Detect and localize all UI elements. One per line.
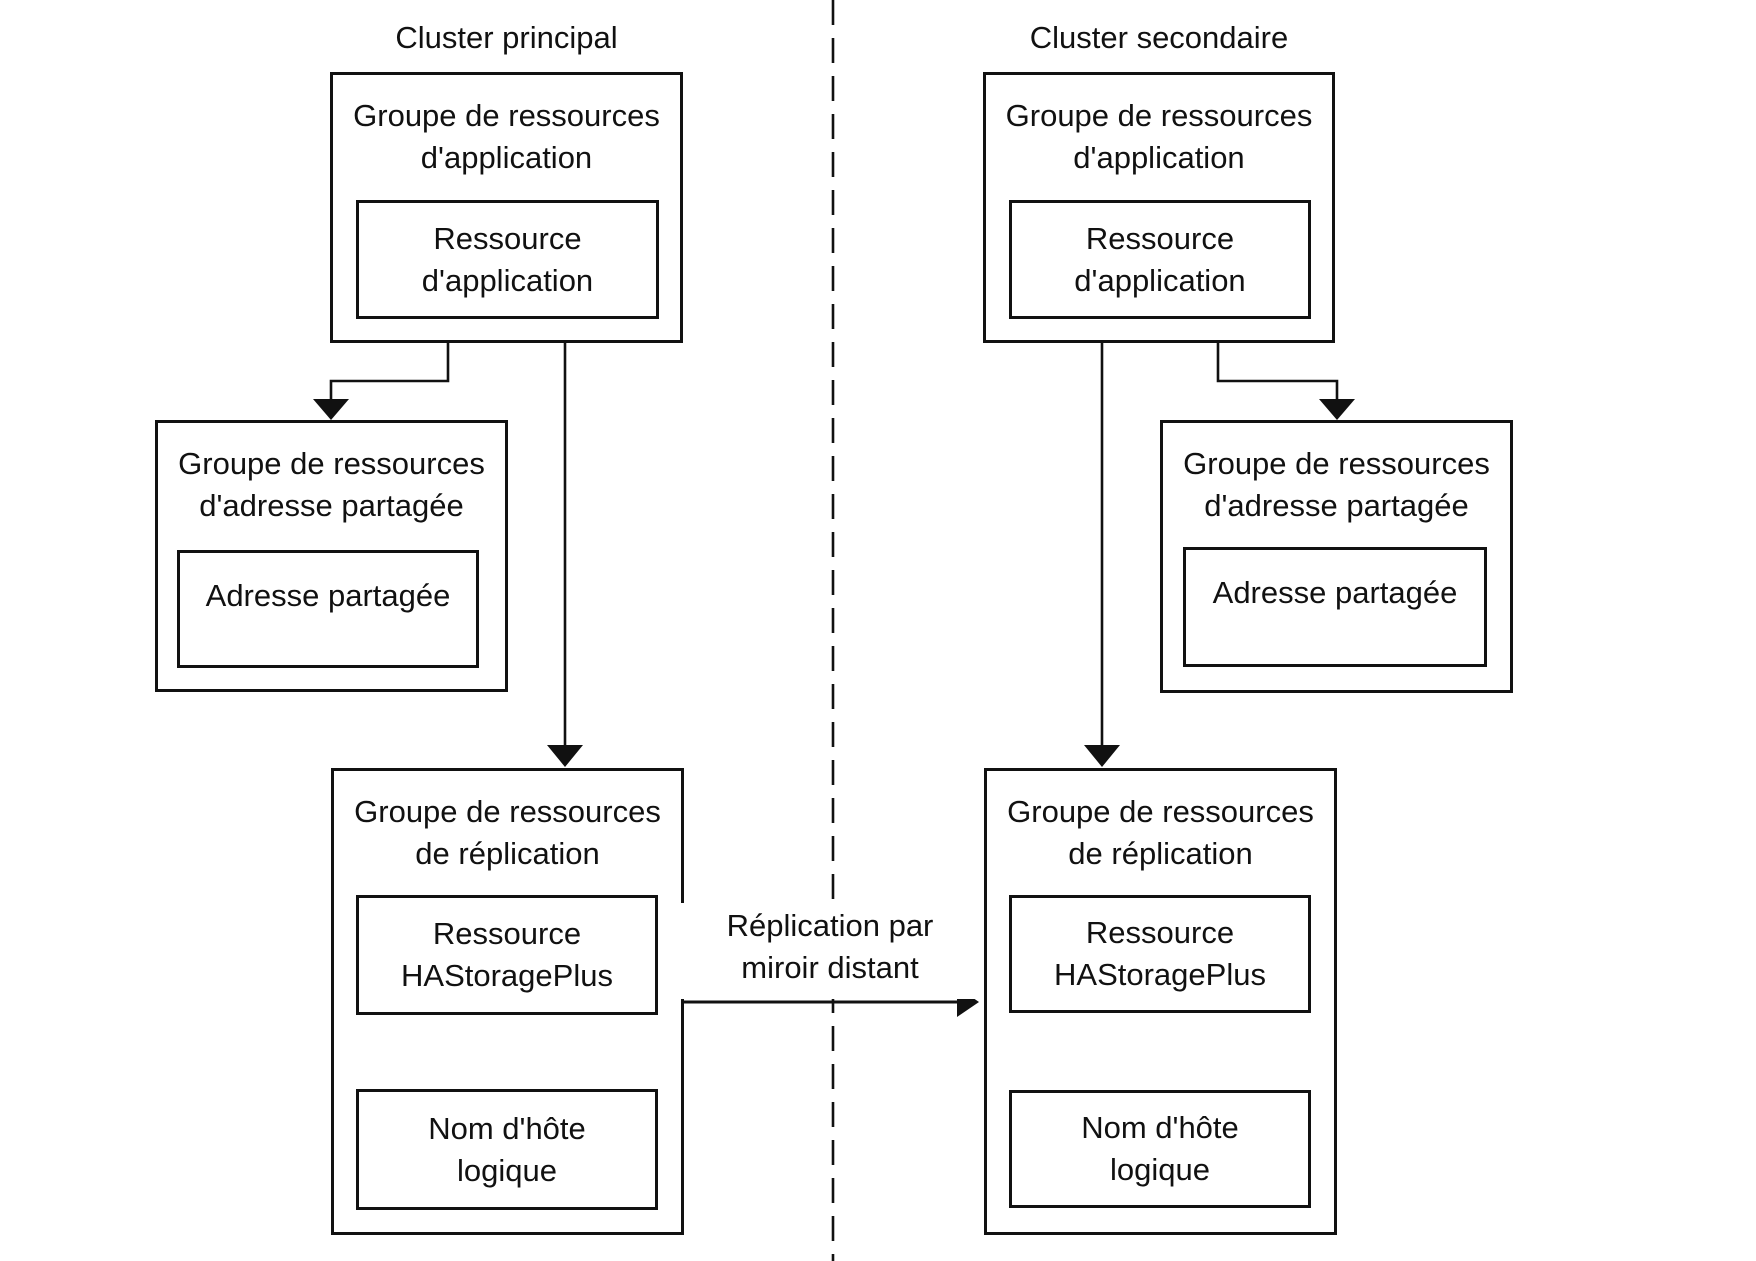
arrow-down-icon: [547, 745, 583, 767]
secondary-shared-address-resource-group-label: Groupe de ressources d'adresse partagée: [1183, 446, 1490, 523]
primary-shared-address-resource-box: Adresse partagée: [177, 550, 479, 668]
secondary-cluster-title: Cluster secondaire: [1029, 20, 1289, 55]
primary-hastorageplus-resource-box: Ressource HAStoragePlus: [356, 895, 658, 1015]
primary-app-to-shared-address-connector: [331, 343, 448, 400]
secondary-hastorageplus-resource-box: Ressource HAStoragePlus: [1009, 895, 1311, 1013]
primary-application-resource-box: Ressource d'application: [356, 200, 659, 319]
primary-cluster-title: Cluster principal: [395, 20, 618, 55]
arrow-down-icon: [1084, 745, 1120, 767]
primary-logical-hostname-box: Nom d'hôte logique: [356, 1089, 658, 1210]
secondary-shared-address-resource-box: Adresse partagée: [1183, 547, 1487, 667]
secondary-application-resource-group-label: Groupe de ressources d'application: [1005, 98, 1313, 175]
arrow-down-icon: [1319, 399, 1355, 420]
secondary-application-resource-box: Ressource d'application: [1009, 200, 1311, 319]
primary-replication-resource-group-label: Groupe de ressources de réplication: [354, 794, 661, 871]
primary-shared-address-resource-group-label: Groupe de ressources d'adresse partagée: [178, 446, 485, 523]
secondary-logical-hostname-box: Nom d'hôte logique: [1009, 1090, 1311, 1208]
primary-application-resource-group-label: Groupe de ressources d'application: [353, 98, 660, 175]
secondary-replication-resource-group-label: Groupe de ressources de réplication: [1007, 794, 1314, 871]
secondary-app-to-shared-address-connector: [1218, 343, 1337, 400]
arrow-down-icon: [313, 399, 349, 420]
remote-mirror-replication-label: Réplication par miroir distant: [648, 903, 1012, 999]
